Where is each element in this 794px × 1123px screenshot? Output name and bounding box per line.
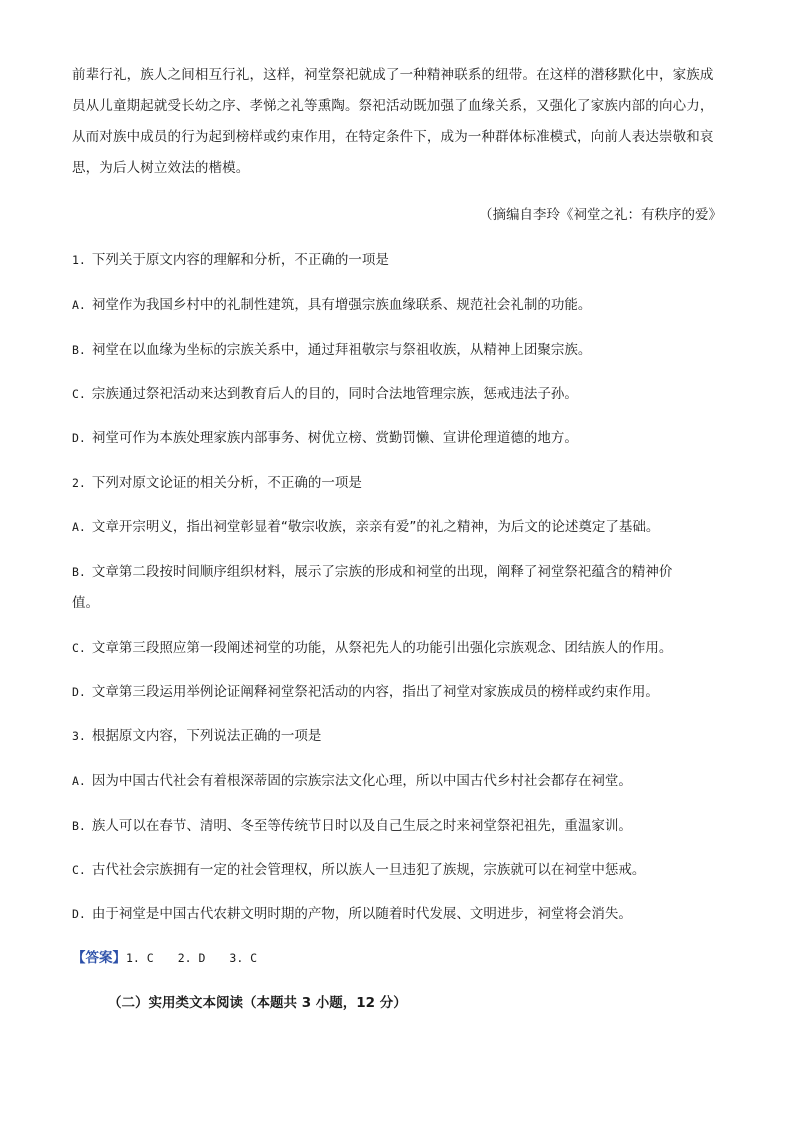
- question-1-option-a: [72, 295, 591, 315]
- option-text: 由于祠堂是中国古代农耕文明时期的产物，所以随着时代发展、文明进步，祠堂将会消失。: [91, 906, 632, 922]
- answer-item: 2. D: [177, 951, 206, 965]
- question-2-option-c: [72, 638, 672, 658]
- question-number: 1.: [72, 253, 86, 267]
- option-text: 族人可以在春节、清明、冬至等传统节日时以及自己生辰之时来祠堂祭祀祖先，重温家训。: [91, 818, 632, 834]
- option-label: D.: [72, 907, 86, 921]
- question-2-option-b: [72, 562, 672, 582]
- question-number: 2.: [72, 476, 86, 490]
- question-2-option-d: [72, 682, 659, 702]
- question-text: 下列对原文论证的相关分析，不正确的一项是: [91, 475, 362, 491]
- passage-source: （摘编自李玲《祠堂之礼：有秩序的爱》: [479, 207, 722, 223]
- question-text: 下列关于原文内容的理解和分析，不正确的一项是: [91, 252, 389, 268]
- question-1-stem: [72, 250, 389, 270]
- question-3-option-d: [72, 904, 632, 924]
- option-label: B.: [72, 343, 86, 357]
- option-label: C.: [72, 641, 86, 655]
- question-3-option-a: [72, 771, 632, 791]
- question-2-option-b-continuation: 值。: [72, 595, 99, 611]
- option-label: A.: [72, 520, 86, 534]
- answer-item: 3. C: [229, 951, 258, 965]
- question-text: 根据原文内容，下列说法正确的一项是: [91, 728, 322, 744]
- option-text: 文章第三段运用举例论证阐释祠堂祭祀活动的内容，指出了祠堂对家族成员的榜样或约束作用。: [91, 684, 659, 700]
- question-1-option-d: [72, 428, 578, 448]
- question-3-option-c: [72, 860, 645, 880]
- passage-paragraph: 前辈行礼，族人之间相互行礼，这样，祠堂祭祀就成了一种精神联系的纽带。在这样的潜移默化中，家族成员从儿童期起就受长幼之序、孝悌之礼等熏陶。祭祀活动既加强了血缘关系，又强化了家族内部的向心力，从而对族中成员的行为起到榜样或约束作用，在特定条件下，成为一种群体标准模式，向前人表达崇敬和哀思，为后人树立效法的楷模。: [72, 67, 714, 176]
- option-label: B.: [72, 565, 86, 579]
- answer-tag: 【答案】: [72, 950, 126, 966]
- question-3-option-b: [72, 816, 632, 836]
- option-text: 文章第二段按时间顺序组织材料，展示了宗族的形成和祠堂的出现，阐释了祠堂祭祀蕴含的精神价: [91, 564, 673, 580]
- option-label: D.: [72, 431, 86, 445]
- option-text: 文章第三段照应第一段阐述祠堂的功能，从祭祀先人的功能引出强化宗族观念、团结族人的作用。: [91, 640, 673, 656]
- answer-row: [72, 948, 281, 968]
- option-label: D.: [72, 685, 86, 699]
- option-text: 祠堂作为我国乡村中的礼制性建筑，具有增强宗族血缘联系、规范社会礼制的功能。: [91, 297, 592, 313]
- option-text: 宗族通过祭祀活动来达到教育后人的目的，同时合法地管理宗族，惩戒违法子孙。: [91, 386, 578, 402]
- question-2-stem: [72, 473, 362, 493]
- section-heading: （二）实用类文本阅读（本题共 3 小题，12 分）: [108, 995, 407, 1011]
- option-text: 古代社会宗族拥有一定的社会管理权，所以族人一旦违犯了族规，宗族就可以在祠堂中惩戒。: [91, 862, 646, 878]
- option-label: A.: [72, 774, 86, 788]
- question-1-option-c: [72, 384, 578, 404]
- question-2-option-a: [72, 517, 659, 537]
- option-text: 祠堂可作为本族处理家族内部事务、树优立榜、赏勤罚懒、宣讲伦理道德的地方。: [91, 430, 578, 446]
- question-number: 3.: [72, 729, 86, 743]
- answer-item: 1. C: [126, 951, 154, 965]
- option-text: 祠堂在以血缘为坐标的宗族关系中，通过拜祖敬宗与祭祖收族，从精神上团聚宗族。: [91, 342, 592, 358]
- option-label: C.: [72, 387, 86, 401]
- option-label: B.: [72, 819, 86, 833]
- option-label: C.: [72, 863, 86, 877]
- option-label: A.: [72, 298, 86, 312]
- question-3-stem: [72, 726, 321, 746]
- question-1-option-b: [72, 340, 591, 360]
- option-text: 因为中国古代社会有着根深蒂固的宗族宗法文化心理，所以中国古代乡村社会都存在祠堂。: [91, 773, 632, 789]
- option-text: 文章开宗明义，指出祠堂彰显着“敬宗收族，亲亲有爱”的礼之精神，为后文的论述奠定了基础。: [91, 519, 660, 535]
